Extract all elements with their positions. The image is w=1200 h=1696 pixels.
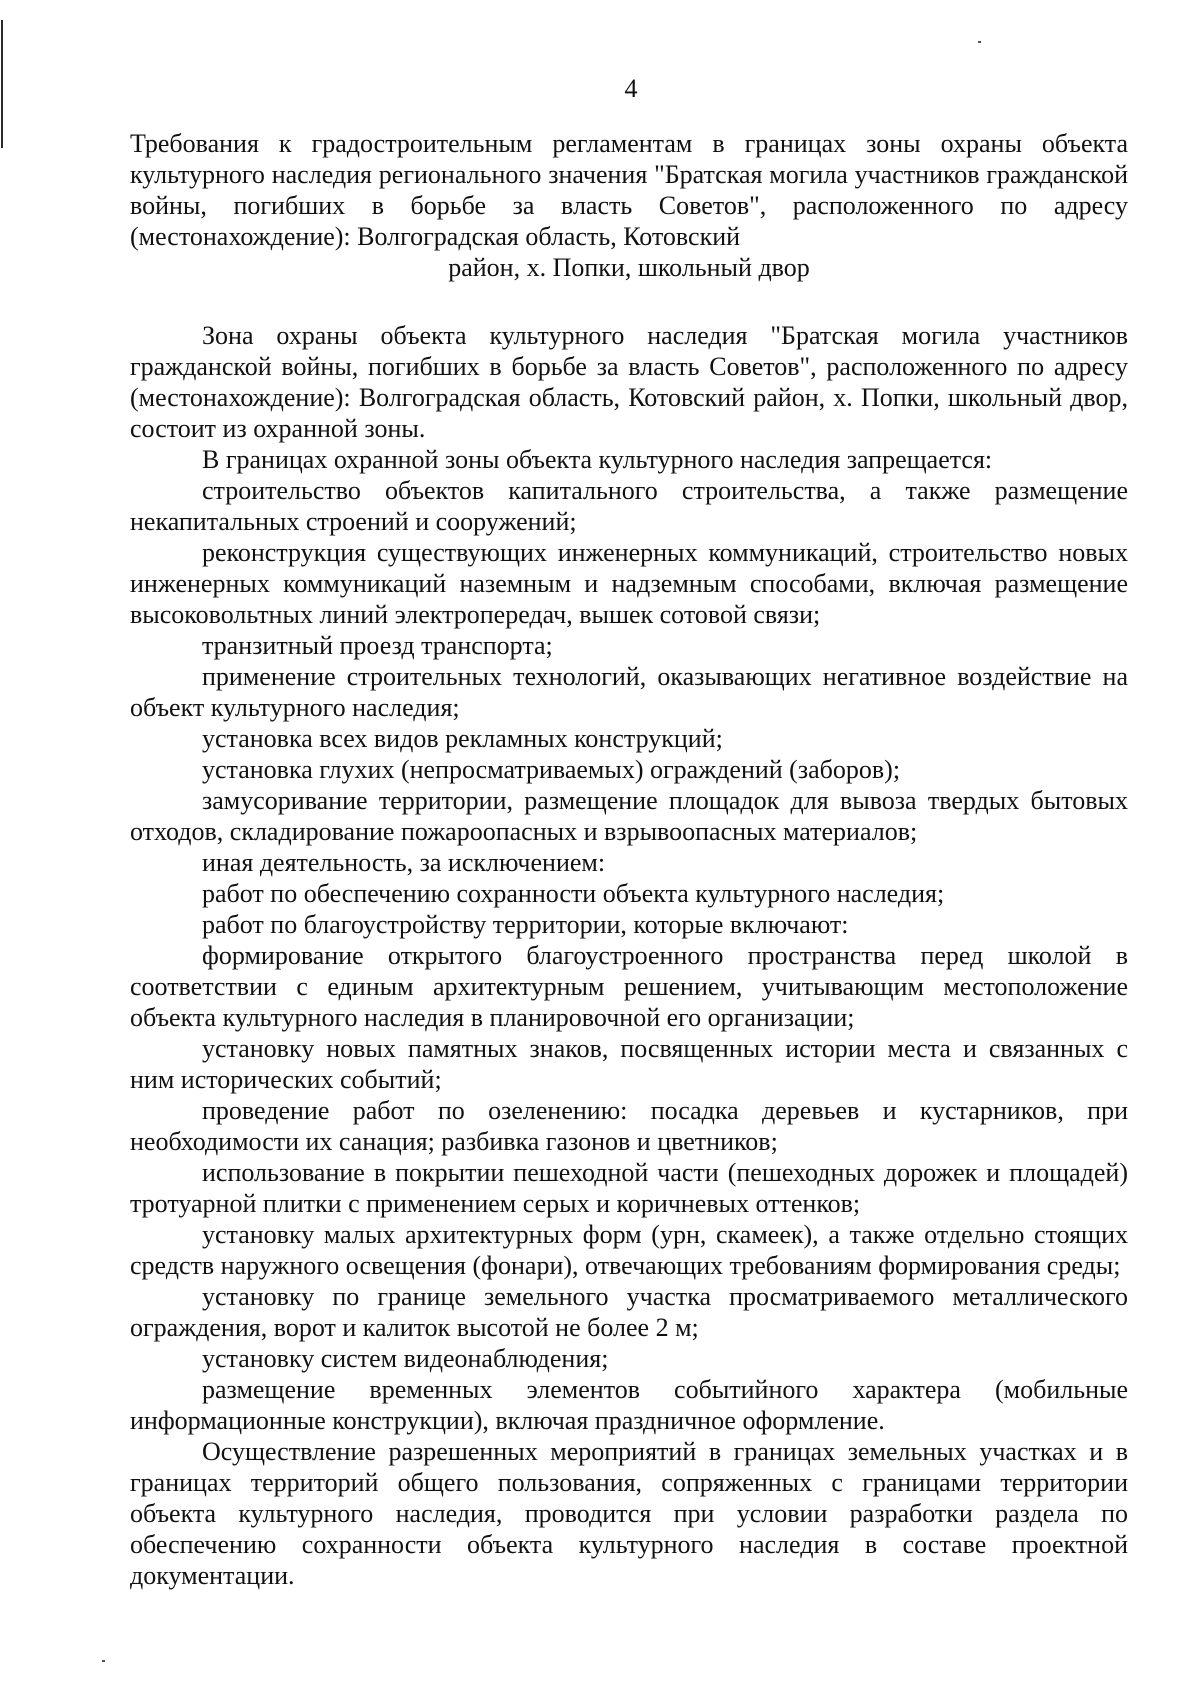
paragraph: проведение работ по озеленению: посадка деревьев и кустарников, при необходимости их санация; разбивка газонов и цветников; [130,1096,1128,1156]
scan-speck [102,1660,105,1662]
paragraph: Зона охраны объекта культурного наследия "Братская могила участников гражданской войны, погибших в борьбе за власть Советов", расположенного по адресу (местонахождение): Волгоградская область, Котовский район, х. Попки, школьный двор, состоит из охранной зоны. [130,321,1128,443]
paragraph: установку малых архитектурных форм (урн, скамеек), а также отдельно стоящих средств наружного освещения (фонари), отвечающих требованиям формирования среды; [130,1220,1128,1280]
paragraph: установку новых памятных знаков, посвященных истории места и связанных с ним исторических событий; [130,1034,1128,1094]
paragraph: установку систем видеонаблюдения; [202,1344,609,1373]
paragraph: использование в покрытии пешеходной части (пешеходных дорожек и площадей) тротуарной плитки с применением серых и коричневых оттенков; [130,1158,1128,1218]
paragraph: установка глухих (непросматриваемых) ограждений (заборов); [202,755,901,784]
paragraph: работ по обеспечению сохранности объекта культурного наследия; [202,879,945,908]
page-number: 4 [624,74,638,103]
paragraph: установка всех видов рекламных конструкций; [202,724,723,753]
heading-main-text: Требования к градостроительным регламентам в границах зоны охраны объекта культурного наследия регионального значения "Братская могила участников гражданской войны, погибших в борьбе за власть Советов", расположенного по адресу (местонахождение): Волгоградская область, Котовский [130,129,1128,251]
paragraph: В границах охранной зоны объекта культурного наследия запрещается: [202,445,993,474]
heading-last-line: район, х. Попки, школьный двор [448,253,810,282]
document-body [130,320,1128,1591]
paragraph: иная деятельность, за исключением: [202,848,606,877]
paragraph: установку по границе земельного участка просматриваемого металлического ограждения, ворот и калиток высотой не более 2 м; [130,1282,1128,1342]
paragraph: размещение временных элементов событийного характера (мобильные информационные конструкции), включая праздничное оформление. [130,1375,1128,1435]
paragraph: строительство объектов капитального строительства, а также размещение некапитальных строений и сооружений; [130,476,1128,536]
paragraph: работ по благоустройству территории, которые включают: [202,910,849,939]
document-heading [130,128,1128,283]
paragraph: транзитный проезд транспорта; [202,631,553,660]
scan-speck [978,41,981,43]
paragraph: формирование открытого благоустроенного пространства перед школой в соответствии с единым архитектурным решением, учитывающим местоположение объекта культурного наследия в планировочной его организации; [130,941,1128,1032]
paragraph: замусоривание территории, размещение площадок для вывоза твердых бытовых отходов, складирование пожароопасных и взрывоопасных материалов; [130,786,1128,846]
paragraph: реконструкция существующих инженерных коммуникаций, строительство новых инженерных коммуникаций наземным и надземным способами, включая размещение высоковольтных линий электропередач, вышек сотовой связи; [130,538,1128,629]
paragraph: применение строительных технологий, оказывающих негативное воздействие на объект культурного наследия; [130,662,1128,722]
paragraph: Осуществление разрешенных мероприятий в границах земельных участках и в границах территорий общего пользования, сопряженных с границами территории объекта культурного наследия, проводится при условии разработки раздела по обеспечению сохранности объекта культурного наследия в составе проектной документации. [130,1437,1128,1590]
